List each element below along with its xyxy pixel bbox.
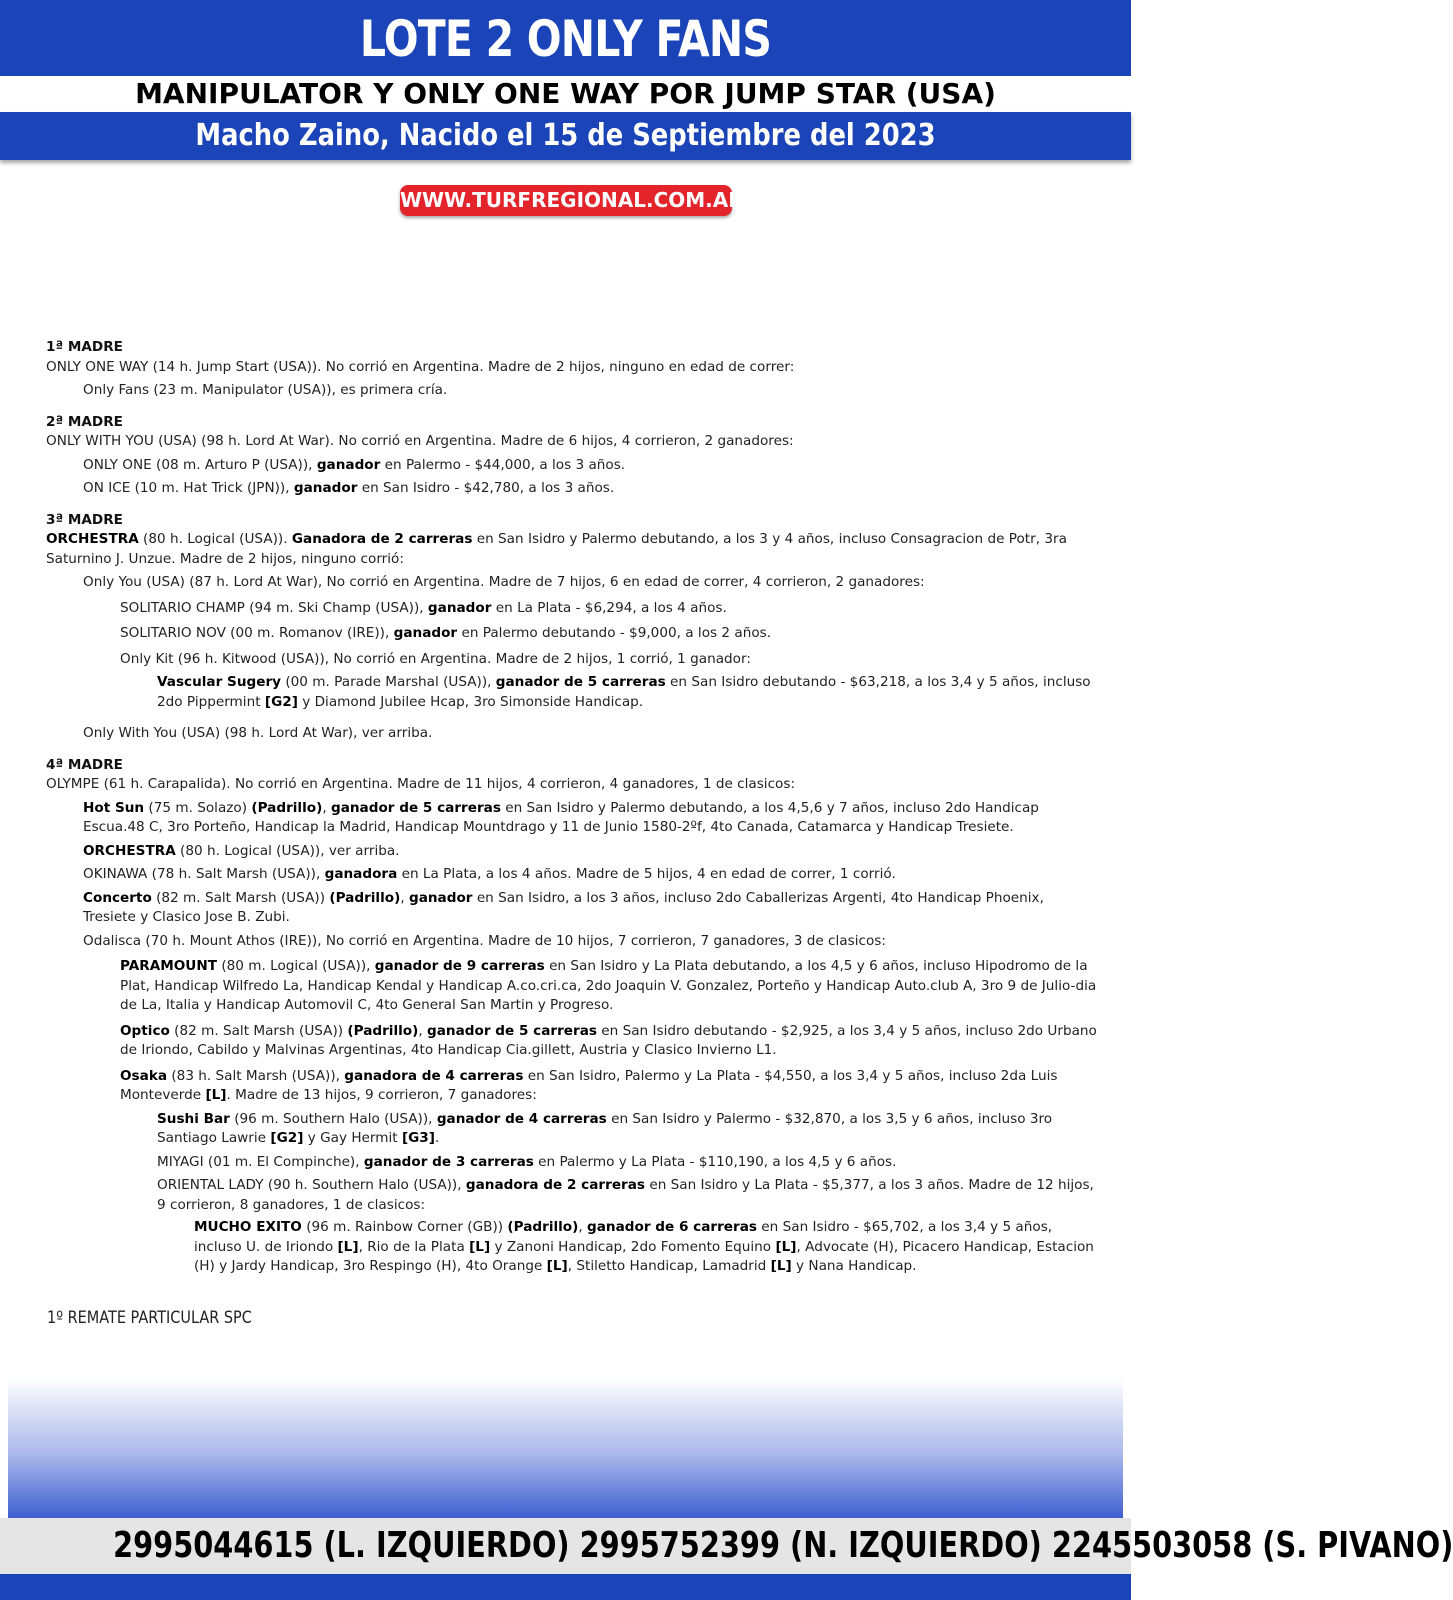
solitario-nov: SOLITARIO NOV (00 m. Romanov (IRE)), ganador en Palermo debutando - $9,000, a los 2 años. bbox=[120, 625, 772, 641]
madre1-intro: ONLY ONE WAY (14 h. Jump Start (USA)). No corrió en Argentina. Madre de 2 hijos, ninguno en edad de correr: bbox=[46, 358, 795, 375]
okinawa: OKINAWA (78 h. Salt Marsh (USA)), ganadora en La Plata, a los 4 años. Madre de 5 hijos, 4 en edad de correr, 1 corrió. bbox=[83, 866, 896, 882]
bottom-band bbox=[0, 1574, 1131, 1600]
remate-label: 1º REMATE PARTICULAR SPC bbox=[47, 1308, 252, 1328]
madre4-intro: OLYMPE (61 h. Carapalida). No corrió en Argentina. Madre de 11 hijos, 4 corrieron, 4 ganadores, 1 de clasicos: bbox=[46, 776, 796, 792]
paramount: PARAMOUNT (80 m. Logical (USA)), ganador de 9 carreras en San Isidro y La Plata debutando, a los 4,5 y 6 años, incluso Hipodromo de la Plat, Handicap Wilfredo La, Handicap Kendal y Handicap A.co.cri.ca, 2do Joaquin V. Gonzalez, Porteño y Handicap Auto.club A, 3ro 9 de Julio-dia de La, Italia y Handicap Automovil C, 4to General San Martin y Progreso. bbox=[120, 958, 1097, 1013]
page-subtitle: MANIPULATOR Y ONLY ONE WAY POR JUMP STAR (USA) bbox=[135, 77, 996, 110]
vascular-sugery: Vascular Sugery (00 m. Parade Marshal (USA)), ganador de 5 carreras en San Isidro debutando - $63,218, a los 3,4 y 5 años, incluso 2do Pippermint [G2] y Diamond Jubilee Hcap, 3ro Simonside Handicap. bbox=[157, 674, 1091, 710]
footer-gradient bbox=[8, 1378, 1123, 1518]
madre1-offspring: Only Fans (23 m. Manipulator (USA)), es primera cría. bbox=[83, 382, 448, 398]
madre3-intro: ORCHESTRA (80 h. Logical (USA)). Ganadora de 2 carreras en San Isidro y Palermo debutando, a los 3 y 4 años, incluso Consagracion de Potr, 3ra Saturnino J. Unzue. Madre de 2 hijos, ninguno corrió: bbox=[46, 531, 1067, 567]
madre4-heading: 4ª MADRE bbox=[46, 756, 123, 773]
sushi-bar: Sushi Bar (96 m. Southern Halo (USA)), ganador de 4 carreras en San Isidro y Palermo - $32,870, a los 3,5 y 6 años, incluso 3ro Santiago Lawrie [G2] y Gay Hermit [G3]. bbox=[157, 1110, 1053, 1146]
page-title: LOTE 2 ONLY FANS bbox=[359, 10, 772, 68]
madre1-heading: 1ª MADRE bbox=[46, 339, 123, 355]
pedigree-content bbox=[46, 338, 1101, 1277]
orchestra-ref: ORCHESTRA (80 h. Logical (USA)), ver arriba. bbox=[83, 842, 400, 859]
madre2-child-only-one: ONLY ONE (08 m. Arturo P (USA)), ganador en Palermo - $44,000, a los 3 años. bbox=[83, 456, 626, 473]
concerto: Concerto (82 m. Salt Marsh (USA)) (Padrillo), ganador en San Isidro, a los 3 años, incluso 2do Caballerizas Argenti, 4to Handicap Phoenix, Tresiete y Clasico Jose B. Zubi. bbox=[83, 889, 1044, 925]
hot-sun: Hot Sun (75 m. Solazo) (Padrillo), ganador de 5 carreras en San Isidro y Palermo debutando, a los 4,5,6 y 7 años, incluso 2do Handicap Escua.48 C, 3ro Porteño, Handicap la Madrid, Handicap Mountdrago y 11 de Junio 1580-2ºf, 4to Canada, Catamarca y Handicap Tresiete. bbox=[83, 799, 1039, 835]
oriental-lady: ORIENTAL LADY (90 h. Southern Halo (USA)), ganadora de 2 carreras en San Isidro y La Plata - $5,377, a los 3 años. Madre de 12 hijos, 9 corrieron, 8 ganadores, 1 de clasicos: bbox=[157, 1177, 1094, 1213]
madre2-intro: ONLY WITH YOU (USA) (98 h. Lord At War). No corrió en Argentina. Madre de 6 hijos, 4 corrieron, 2 ganadores: bbox=[46, 433, 794, 449]
mucho-exito: MUCHO EXITO (96 m. Rainbow Corner (GB)) (Padrillo), ganador de 6 carreras en San Isidro - $65,702, a los 3,4 y 5 años, incluso U. de Iriondo [L], Rio de la Plata [L] y Zanoni Handicap, 2do Fomento Equino [L], Advocate (H), Picacero Handicap, Estacion (H) y Jardy Handicap, 3ro Respingo (H), 4to Orange [L], Stiletto Handicap, Lamadrid [L] y Nana Handicap. bbox=[194, 1219, 1094, 1274]
odalisca: Odalisca (70 h. Mount Athos (IRE)), No corrió en Argentina. Madre de 10 hijos, 7 corrieron, 7 ganadores, 3 de clasicos: bbox=[83, 932, 886, 949]
osaka: Osaka (83 h. Salt Marsh (USA)), ganadora de 4 carreras en San Isidro, Palermo y La Plata - $4,550, a los 3,4 y 5 años, incluso 2da Luis Monteverde [L]. Madre de 13 hijos, 9 corrieron, 7 ganadores: bbox=[120, 1067, 1058, 1103]
miyagi: MIYAGI (01 m. El Compinche), ganador de 3 carreras en Palermo y La Plata - $110,190, a los 4,5 y 6 años. bbox=[157, 1153, 897, 1170]
madre3-only-you: Only You (USA) (87 h. Lord At War), No corrió en Argentina. Madre de 7 hijos, 6 en edad de correr, 4 corrieron, 2 ganadores: bbox=[83, 574, 925, 590]
birth-info: Macho Zaino, Nacido el 15 de Septiembre del 2023 bbox=[195, 118, 936, 153]
website-link[interactable]: WWW.TURFREGIONAL.COM.AR bbox=[400, 185, 732, 216]
madre3-heading: 3ª MADRE bbox=[46, 511, 123, 528]
optico: Optico (82 m. Salt Marsh (USA)) (Padrillo), ganador de 5 carreras en San Isidro debutando - $2,925, a los 3,4 y 5 años, incluso 2do Urbano de Iriondo, Cabildo y Malvinas Argentinas, 4to Handicap Cia.gillett, Austria y Clasico Invierno L1. bbox=[120, 1022, 1097, 1058]
contact-phones: 2995044615 (L. IZQUIERDO) 2995752399 (N. IZQUIERDO) 2245503058 (S. PIVANO) bbox=[113, 1525, 1453, 1566]
only-kit: Only Kit (96 h. Kitwood (USA)), No corrió en Argentina. Madre de 2 hijos, 1 corrió, 1 ganador: bbox=[120, 650, 751, 667]
only-with-you-ref: Only With You (USA) (98 h. Lord At War), ver arriba. bbox=[83, 725, 433, 741]
madre2-heading: 2ª MADRE bbox=[46, 413, 123, 430]
solitario-champ: SOLITARIO CHAMP (94 m. Ski Champ (USA)), ganador en La Plata - $6,294, a los 4 años. bbox=[120, 599, 727, 616]
madre2-child-on-ice: ON ICE (10 m. Hat Trick (JPN)), ganador en San Isidro - $42,780, a los 3 años. bbox=[83, 480, 615, 496]
